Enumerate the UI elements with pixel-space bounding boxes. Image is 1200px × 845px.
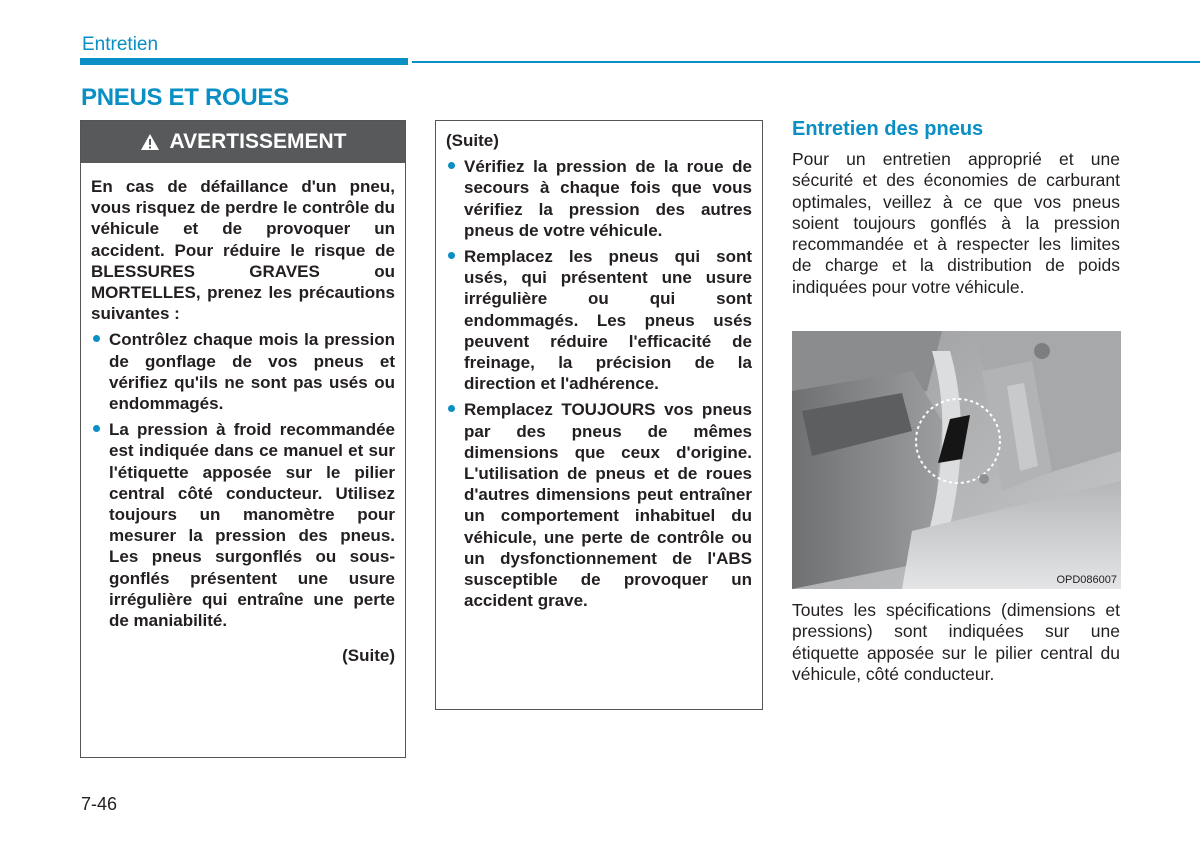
bullet-dot-icon [448,162,455,169]
warning-list [91,329,395,631]
warning-item-text: Contrôlez chaque mois la pression de gonflage de vos pneus et vérifiez qu'ils ne sont pas usés ou endommagés. [109,330,395,414]
warning-item [91,419,395,631]
continued-item-text: Remplacez TOUJOURS vos pneus par des pneus de mêmes dimensions que ceux d'origine. L'utilisation de pneus et de roues d'autres dimensions peut entraîner un comportement inhabituel du véhicule, une perte de contrôle ou un dysfonctionnement de l'ABS susceptible de provoquer un accident grave. [464,400,752,611]
bullet-dot-icon [93,425,100,432]
continued-item [446,399,752,611]
tire-specs-paragraph: Toutes les spécifications (dimensions et pressions) sont indiquées sur une étiquette apposée sur le pilier central du véhicule, côté conducteur. [792,600,1120,684]
warning-triangle-icon [140,133,160,151]
warning-body [81,163,405,666]
warning-item-text: La pression à froid recommandée est indiquée dans ce manuel et sur l'étiquette apposée sur le pilier central côté conducteur. Utilisez toujours un manomètre pour mesurer la pression des pneus. Les pneus surgonflés ou sous-gonflés présentent une usure irrégulière qui entraîne une perte de maniabilité. [109,420,395,631]
continued-item-text: Vérifiez la pression de la roue de secours à chaque fois que vous vérifiez la pression des autres pneus de votre véhicule. [464,157,752,240]
warning-box [80,120,406,758]
continued-box [435,120,763,710]
bullet-dot-icon [448,405,455,412]
door-pillar-illustration [792,331,1121,589]
section-label: Entretien [82,34,159,55]
warning-item [91,329,395,414]
page-number: 7-46 [81,794,118,814]
continued-list [446,156,752,611]
continued-item-text: Remplacez les pneus qui sont usés, qui présentent une usure irrégulière ou qui sont endommagés. Les pneus usés peuvent réduire l'efficacité de freinage, la précision de la direction et l'adhérence. [464,247,752,394]
tire-care-paragraph: Pour un entretien approprié et une sécurité et des économies de carburant optimales, veillez à ce que vos pneus soient toujours gonflés à la pression recommandée et à respecter les limites de charge et la distribution de poids indiquées pour votre véhicule. [792,149,1120,297]
warning-header [81,121,405,163]
door-pillar-image [792,331,1121,589]
header-rule-thin [412,61,1200,63]
warning-continued: (Suite) [342,646,395,666]
bullet-dot-icon [448,252,455,259]
warning-label: AVERTISSEMENT [169,130,347,153]
figure-code: OPD086007 [1056,574,1117,586]
page-title: PNEUS ET ROUES [81,84,289,111]
bullet-dot-icon [93,335,100,342]
header-rule-thick [80,58,408,65]
warning-intro: En cas de défaillance d'un pneu, vous risquez de perdre le contrôle du véhicule et de provoquer un accident. Pour réduire le risque de BLESSURES GRAVES ou MORTELLES, prenez les précautions suivantes : [91,177,395,324]
continued-label: (Suite) [446,131,499,150]
tire-care-title: Entretien des pneus [792,118,984,140]
continued-item [446,156,752,241]
continued-body [436,121,762,611]
continued-item [446,246,752,394]
